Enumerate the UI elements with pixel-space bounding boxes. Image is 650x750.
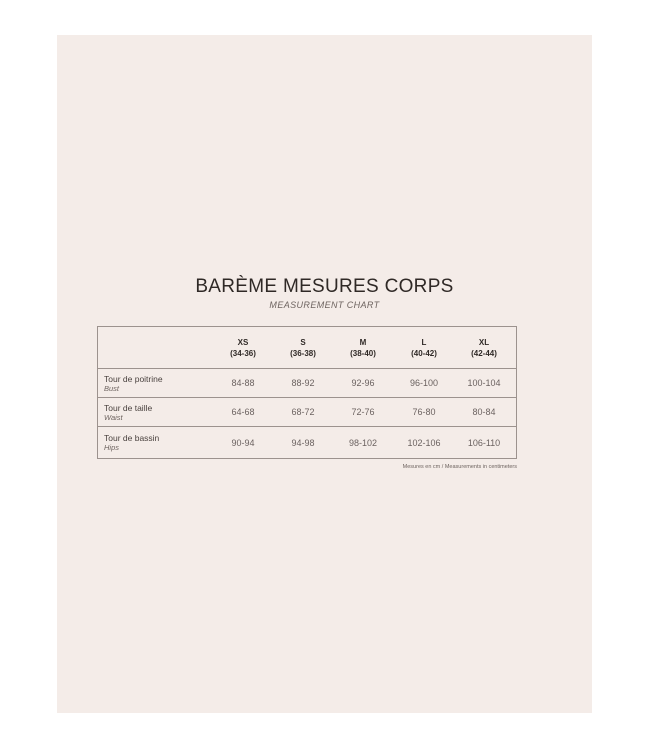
size-label: L bbox=[421, 337, 427, 347]
row-label bbox=[104, 369, 163, 397]
size-label: XS bbox=[237, 337, 249, 347]
size-range: (40-42) bbox=[411, 348, 437, 358]
size-header-m bbox=[333, 327, 393, 368]
row-label-english: Hips bbox=[104, 443, 120, 452]
table-cell: 88-92 bbox=[291, 378, 315, 388]
table-header-row bbox=[98, 327, 516, 368]
table-cell: 64-68 bbox=[231, 407, 255, 417]
table-cell: 90-94 bbox=[231, 437, 255, 448]
chart-subtitle: MEASUREMENT CHART bbox=[269, 300, 380, 310]
row-label-english: Bust bbox=[104, 383, 120, 393]
row-label-french: Tour de bassin bbox=[104, 433, 160, 443]
row-label-french: Tour de poitrine bbox=[104, 373, 163, 384]
size-range: (38-40) bbox=[350, 348, 376, 358]
size-header-xs bbox=[213, 327, 273, 368]
table-cell: 100-104 bbox=[467, 378, 501, 388]
measurement-chart-page bbox=[57, 35, 592, 713]
row-label bbox=[104, 398, 152, 426]
table-cell: 106-110 bbox=[467, 437, 501, 448]
size-header-l bbox=[394, 327, 454, 368]
table-cell: 92-96 bbox=[351, 378, 375, 388]
table-cell: 102-106 bbox=[407, 437, 441, 448]
row-label bbox=[104, 427, 159, 458]
table-cell: 84-88 bbox=[231, 378, 255, 388]
table-row-waist bbox=[98, 397, 516, 426]
size-header-xl bbox=[454, 327, 514, 368]
table-row-hips bbox=[98, 426, 516, 458]
table-cell: 80-84 bbox=[472, 407, 496, 417]
table-cell: 76-80 bbox=[412, 407, 436, 417]
size-range: (42-44) bbox=[471, 348, 497, 358]
chart-title: BARÈME MESURES CORPS bbox=[195, 276, 454, 297]
measurement-table bbox=[97, 326, 517, 459]
units-footnote: Mesures en cm / Measurements in centimeters bbox=[402, 464, 517, 470]
size-range: (34-36) bbox=[230, 348, 256, 358]
table-row-bust bbox=[98, 368, 516, 397]
table-cell: 68-72 bbox=[291, 407, 315, 417]
table-cell: 72-76 bbox=[351, 407, 375, 417]
table-cell: 98-102 bbox=[348, 437, 378, 448]
size-label: S bbox=[300, 337, 306, 347]
table-cell: 94-98 bbox=[291, 437, 315, 448]
size-label: M bbox=[359, 337, 367, 347]
row-label-english: Waist bbox=[104, 412, 123, 422]
size-label: XL bbox=[478, 337, 490, 347]
size-header-s bbox=[273, 327, 333, 368]
table-cell: 96-100 bbox=[409, 378, 439, 388]
row-label-french: Tour de taille bbox=[104, 402, 153, 413]
size-range: (36-38) bbox=[290, 348, 316, 358]
